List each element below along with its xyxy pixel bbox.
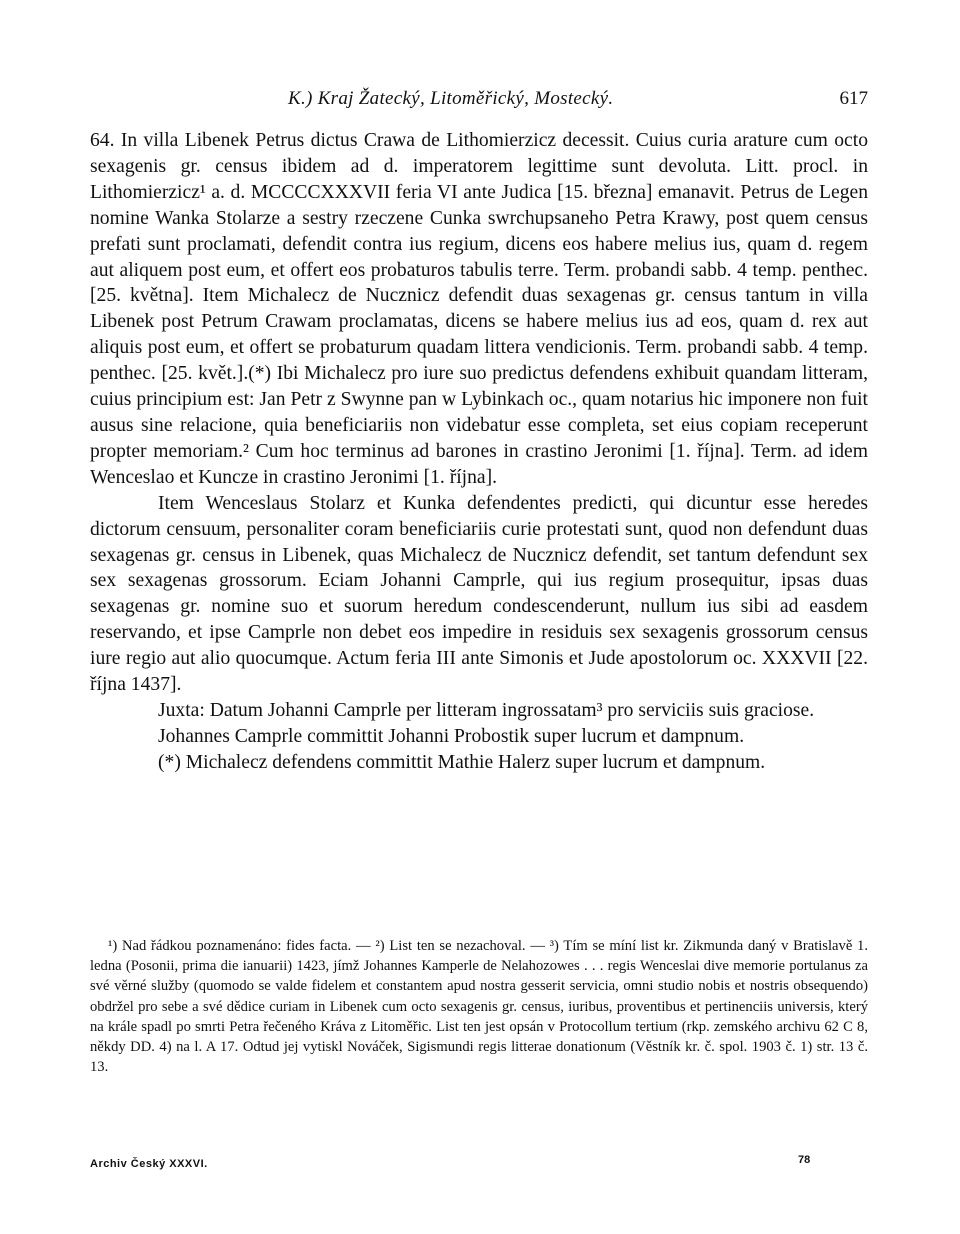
running-title: K.) Kraj Žatecký, Litoměřický, Mostecký. — [288, 88, 614, 109]
page-footer — [90, 1154, 868, 1178]
paragraph-camprle-committit: Johannes Camprle committit Johanni Probostik super lucrum et dampnum. — [158, 725, 745, 747]
page-number: 617 — [839, 88, 868, 109]
paragraph-item-wenceslaus: Item Wenceslaus Stolarz et Kunka defendentes predicti, qui dicuntur esse heredes dictorum censuum, personaliter coram beneficiariis curie protestati sunt, quod non defendunt duas sexagenas gr. census in Libenek, quas Michalecz de Nucznicz defendit, set tantum defendunt sex sex sexagenas grossorum. Eciam Johanni Camprle, qui ius regium prosequitur, ipsas duas sexagenas gr. nomine suo et suorum heredum condescenderunt, nullum ius sibi ad easdem reservando, et ipse Camprle non debet eos impedire in residuis sex sexagenis grossorum census iure regio aut alio quocumque. Actum feria III ante Simonis et Jude apostolorum oc. XXXVII [22. října 1437]. — [90, 492, 868, 696]
paragraph-michalecz-committit: (*) Michalecz defendens committit Mathie Halerz super lucrum et dampnum. — [158, 751, 766, 773]
footnotes — [90, 936, 868, 1077]
page-header — [90, 88, 868, 114]
main-text — [90, 128, 868, 776]
paragraph-juxta: Juxta: Datum Johanni Camprle per litteram ingrossatam³ pro serviciis suis graciose. — [158, 699, 815, 721]
footnote-text: ¹) Nad řádkou poznamenáno: fides facta. — ²) List ten se nezachoval. — ³) Tím se míní list kr. Zikmunda daný v Bratislavě 1. ledna (Posonii, prima die ianuarii) 1423, jímž Johannes Kamperle de Nelahozowes . . . regis Wenceslai dive memorie portulanus za své věrné služby (quomodo se valde fidelem et constantem apud nostra gesserit servicia, omni studio nobis et nostris obsequendo) obdržel pro sebe a své dědice curiam in Libenek cum octo sexagenis gr. census, iuribus, proventibus et pertinenciis universis, který na krále spadl po smrti Petra řečeného Kráva z Litoměřic. List ten jest opsán v Protocollum tertium (rkp. zemského archivu 62 C 8, někdy DD. 4) na l. A 17. Odtud jej vytiskl Nováček, Sigismundi regis litterae donationum (Věstník kr. č. spol. 1903 č. 1) str. 13 č. 13. — [90, 938, 868, 1076]
paragraph-entry-64: 64. In villa Libenek Petrus dictus Crawa de Lithomierzicz decessit. Cuius curia arature cum octo sexagenis gr. census ibidem ad d. imperatorem legittime sunt devoluta. Litt. procl. in Lithomierzicz¹ a. d. MCCCCXXXVII feria VI ante Judica [15. března] emanavit. Petrus de Legen nomine Wanka Stolarze a sestry rzeczene Cunka swrchupsaneho Petra Krawy, post quem census prefati sunt proclamati, defendit contra ius regium, dicens eos habere melius ius, quam d. regem aut aliquem post eum, et offert eos probaturos tabulis terre. Term. probandi sabb. 4 temp. penthec. [25. května]. Item Michalecz de Nucznicz defendit duas sexagenas gr. census tantum in villa Libenek post Petrum Crawam proclamatas, dicens se habere melius ius ad eos, quam d. rex aut aliquis post eum, et offert se probaturum quadam littera vendicionis. Term. probandi sabb. 4 temp. penthec. [25. květ.].(*) Ibi Michalecz pro iure suo predictus defendens exhibuit quandam litteram, cuius principium est: Jan Petr z Swynne pan w Lybinkach oc., quam notarius hic imponere non fuit ausus sine relacione, quia beneficiariis non videbatur esse completa, set eius copiam receperunt propter memoriam.² Cum hoc terminus ad barones in crastino Jeronimi [1. října]. Term. ad idem Wenceslao et Kuncze in crastino Jeronimi [1. října]. — [90, 130, 868, 488]
sheet-number: 78 — [798, 1154, 811, 1166]
signature-mark: Archiv Český XXXVI. — [90, 1158, 208, 1170]
